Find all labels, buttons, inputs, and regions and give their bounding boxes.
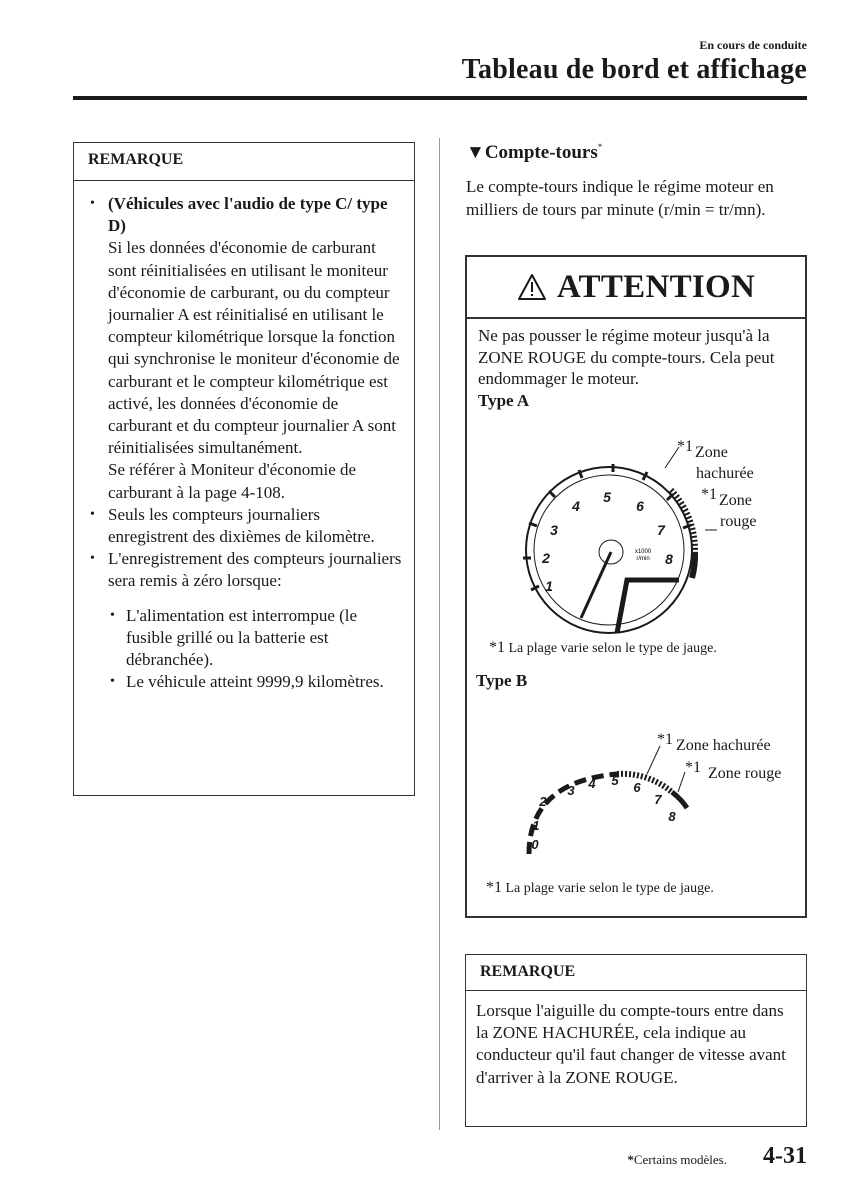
type-b-number-8: 8 [668, 809, 676, 824]
note-item-audio-text: Si les données d'économie de carburant sont réinitialisées en utilisant le moniteur d'économie de carburant, ou du compteur journalier A est réinitialisé en utilisant le compteur kilométrique lorsque la fonction qui synchronise le moniteur d'économie de carburant et le compteur kilométrique est activé, les données d'économie de carburant et du compteur journalier A sont réinitialisées simultanément. [108, 238, 400, 458]
note-subitem-distance: • Le véhicule atteint 9999,9 kilomètres. [108, 671, 404, 693]
type-b-number-0: 0 [531, 837, 539, 852]
type-a-callout2-line1: Zone [719, 492, 752, 509]
type-a-number-7: 7 [657, 522, 665, 538]
attention-title: ATTENTION [556, 268, 756, 305]
type-b-callout1-text: Zone hachurée [676, 737, 771, 754]
type-b-number-4: 4 [588, 776, 596, 791]
note-heading: REMARQUE [74, 143, 414, 181]
type-b-number-7: 7 [654, 792, 662, 807]
note-body [74, 181, 414, 693]
attention-box [465, 255, 807, 918]
type-b-number-3: 3 [567, 783, 575, 798]
note-item-audio [88, 193, 404, 504]
type-b-gauge-figure [467, 722, 805, 862]
type-b-leader-hatched [647, 746, 660, 774]
type-b-leader-red [678, 772, 685, 792]
attention-text: Ne pas pousser le régime moteur jusqu'à la ZONE ROUGE du compte-tours. Cela peut endommager le moteur. [478, 326, 775, 388]
note-item-reset: • L'enregistrement des compteurs journaliers sera remis à zéro lorsque: • L'alimentation est interrompue (le fusible grillé ou la batterie est débranchée). • Le véhicule atteint 9999,9 kilomètres. [88, 548, 404, 693]
type-a-number-8: 8 [665, 551, 673, 567]
footer-note: *Certains modèles. [627, 1152, 727, 1167]
section-title-text: Compte-tours [484, 142, 598, 163]
type-a-callout2-line2: rouge [720, 513, 757, 530]
type-b-callout2-text: Zone rouge [708, 765, 782, 782]
section-asterisk: * [597, 142, 603, 152]
note-box-left [73, 142, 415, 796]
type-a-number-4: 4 [572, 498, 580, 514]
note-item-audio-title: (Véhicules avec l'audio de type C/ type D) [108, 194, 388, 236]
column-divider [439, 138, 440, 1130]
type-a-unit-x1000: x1000 [634, 549, 652, 555]
header-section-label: En cours de conduite [699, 38, 807, 52]
type-a-callout1-mark: *1 [677, 438, 693, 455]
note-item-audio-ref: Se référer à Moniteur d'économie de carburant à la page 4-108. [108, 460, 357, 502]
type-b-label: Type B [476, 671, 528, 690]
type-a-callout1-line2: hachurée [696, 465, 754, 482]
type-b-number-1: 1 [532, 818, 540, 833]
type-a-number-5: 5 [603, 489, 611, 505]
type-a-gauge-figure [467, 437, 805, 667]
section-title [466, 142, 602, 164]
page-number: 4-31 [763, 1143, 807, 1169]
page-title: Tableau de bord et affichage [461, 54, 807, 85]
type-b-callout2-mark: *1 [685, 759, 701, 776]
type-a-number-3: 3 [550, 522, 558, 538]
type-b-hatched-zone [617, 774, 672, 792]
attention-body [467, 319, 805, 411]
attention-header [467, 257, 805, 319]
type-a-number-1: 1 [545, 578, 553, 594]
type-a-footnote: *1 La plage varie selon le type de jauge. [489, 639, 717, 656]
note-heading: REMARQUE [466, 955, 806, 991]
note-body: Lorsque l'aiguille du compte-tours entre dans la ZONE HACHURÉE, cela indique au conducteur qu'il faut changer de vitesse avant d'arriver à la ZONE ROUGE. [476, 1001, 786, 1087]
header-rule [73, 96, 807, 100]
note-box-right [465, 954, 807, 1127]
type-a-callout2-mark: *1 [701, 486, 717, 503]
note-subitem-power: • L'alimentation est interrompue (le fusible grillé ou la batterie est débranchée). [108, 605, 404, 672]
section-description: Le compte-tours indique le régime moteur en milliers de tours par minute (r/min = tr/mn). [466, 177, 774, 219]
type-b-red-zone [672, 792, 687, 808]
type-b-footnote: *1 La plage varie selon le type de jauge. [486, 879, 714, 896]
section-marker-icon: ▼ [466, 142, 485, 163]
type-a-label: Type A [478, 390, 530, 410]
type-a-unit-rmin: r/min [636, 556, 650, 562]
type-a-number-2: 2 [542, 550, 550, 566]
note-item-tenths: • Seuls les compteurs journaliers enregistrent des dixièmes de kilomètre. [88, 504, 404, 548]
type-b-number-5: 5 [611, 773, 619, 788]
type-b-callout1-mark: *1 [657, 731, 673, 748]
type-b-number-2: 2 [539, 794, 547, 809]
type-a-red-zone [692, 552, 695, 578]
warning-triangle-icon [517, 273, 547, 301]
type-a-number-6: 6 [636, 498, 644, 514]
type-a-callout1-line1: Zone [695, 444, 728, 461]
type-b-number-6: 6 [633, 780, 641, 795]
